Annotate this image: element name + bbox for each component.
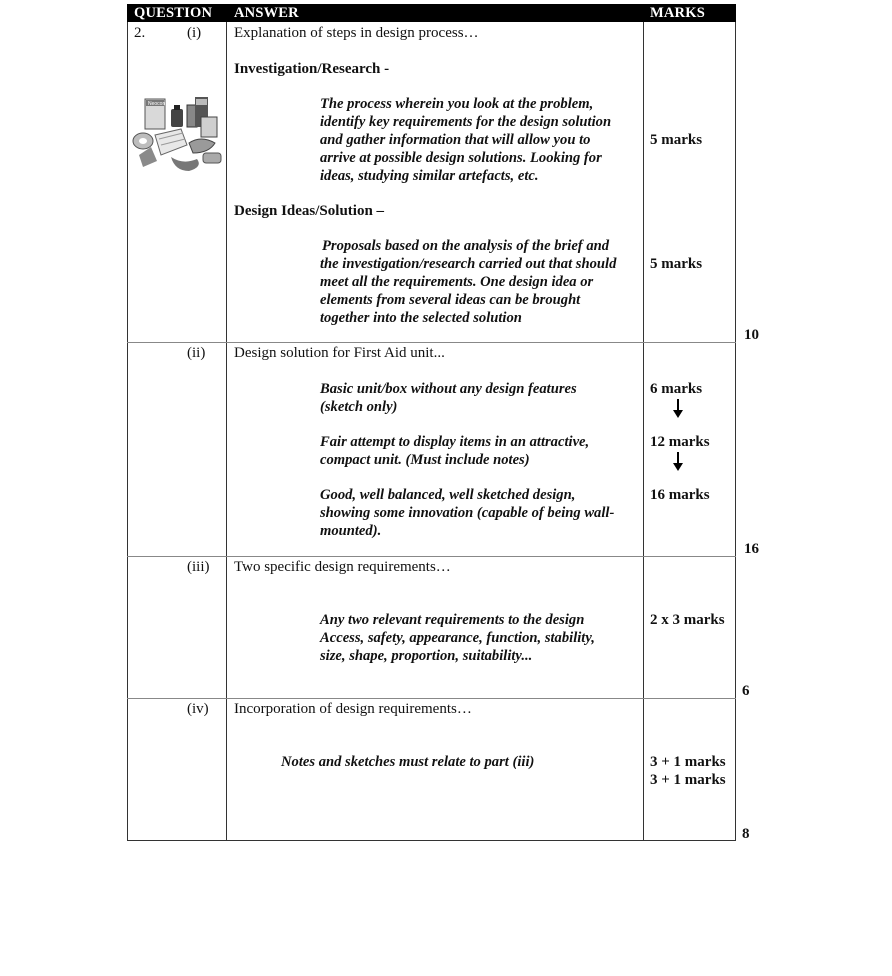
marks-good: 16 marks bbox=[650, 487, 710, 503]
marks-incorporation-2: 3 + 1 marks bbox=[650, 772, 726, 788]
text-line: Proposals based on the analysis of the brief and bbox=[322, 238, 610, 254]
small-box-icon bbox=[201, 117, 217, 137]
bottle-icon bbox=[171, 109, 183, 127]
header-question: QUESTION bbox=[134, 5, 213, 21]
investigation-text bbox=[320, 95, 611, 185]
text-line: meet all the requirements. One design idea or bbox=[320, 274, 594, 290]
criterion-fair bbox=[320, 433, 589, 469]
text-line: the investigation/research carried out that should bbox=[320, 256, 617, 272]
design-ideas-text bbox=[320, 237, 616, 327]
part-i-intro: Explanation of steps in design process… bbox=[234, 25, 479, 41]
text-line: elements from several ideas can be brought bbox=[320, 292, 581, 308]
marks-incorporation-1: 3 + 1 marks bbox=[650, 754, 726, 770]
row-divider bbox=[127, 698, 736, 699]
table-header bbox=[127, 4, 736, 22]
header-answer: ANSWER bbox=[234, 5, 299, 21]
column-divider bbox=[643, 22, 644, 841]
marks-basic: 6 marks bbox=[650, 381, 703, 397]
criterion-basic bbox=[320, 380, 577, 416]
part-iv-intro: Incorporation of design requirements… bbox=[234, 701, 472, 717]
bandage-roll-core bbox=[139, 138, 147, 144]
tape-icon bbox=[203, 153, 221, 163]
part-label-iii: (iii) bbox=[187, 559, 210, 575]
text-line: Access, safety, appearance, function, stability, bbox=[320, 630, 595, 646]
text-line: Basic unit/box without any design features bbox=[320, 381, 577, 397]
glove-icon bbox=[189, 139, 215, 153]
row-divider bbox=[127, 556, 736, 557]
marks-requirements: 2 x 3 marks bbox=[650, 612, 725, 628]
part-iii-intro: Two specific design requirements… bbox=[234, 559, 451, 575]
text-line: and gather information that will allow you to bbox=[320, 132, 591, 148]
text-line: mounted). bbox=[320, 523, 382, 539]
marks-design-ideas: 5 marks bbox=[650, 256, 703, 272]
scissors-icon bbox=[139, 147, 157, 167]
text-line: size, shape, proportion, suitability... bbox=[320, 648, 533, 664]
tall-bottle-label bbox=[196, 99, 207, 105]
text-line: The process wherein you look at the problem, bbox=[320, 96, 594, 112]
investigation-heading: Investigation/Research - bbox=[234, 61, 390, 77]
marks-investigation: 5 marks bbox=[650, 132, 703, 148]
column-divider bbox=[226, 22, 227, 841]
arrowhead-icon bbox=[673, 410, 683, 418]
total-part-i: 10 bbox=[744, 327, 759, 343]
part-label-iv: (iv) bbox=[187, 701, 209, 717]
part-label-ii: (ii) bbox=[187, 345, 206, 361]
first-aid-items-image bbox=[131, 95, 225, 173]
question-number: 2. bbox=[134, 25, 146, 41]
arrowhead-icon bbox=[673, 463, 683, 471]
text-line: identify key requirements for the design solution bbox=[320, 114, 612, 130]
text-line: (sketch only) bbox=[320, 399, 398, 415]
requirements-text bbox=[320, 611, 595, 665]
total-part-iii: 6 bbox=[742, 683, 750, 699]
marks-fair: 12 marks bbox=[650, 434, 710, 450]
notes-sketches-text: Notes and sketches must relate to part (iii) bbox=[281, 754, 535, 770]
product-label: Neocon bbox=[148, 101, 166, 107]
part-ii-intro: Design solution for First Aid unit... bbox=[234, 345, 445, 361]
total-part-ii: 16 bbox=[744, 541, 759, 557]
bottle-cap bbox=[174, 105, 180, 110]
pouch-icon bbox=[171, 157, 199, 171]
text-line: arrive at possible design solutions. Looking for bbox=[320, 150, 602, 166]
total-part-iv: 8 bbox=[742, 826, 750, 842]
part-label-i: (i) bbox=[187, 25, 202, 41]
text-line: Any two relevant requirements to the design bbox=[320, 612, 585, 628]
criterion-good bbox=[320, 486, 614, 540]
text-line: Good, well balanced, well sketched design, bbox=[320, 487, 576, 503]
row-divider bbox=[127, 342, 736, 343]
text-line: Fair attempt to display items in an attractive, bbox=[320, 434, 590, 450]
text-line: ideas, studying similar artefacts, etc. bbox=[320, 168, 539, 184]
header-marks: MARKS bbox=[650, 5, 705, 21]
text-line: compact unit. (Must include notes) bbox=[320, 452, 530, 468]
design-ideas-heading: Design Ideas/Solution – bbox=[234, 203, 385, 219]
text-line: together into the selected solution bbox=[320, 310, 522, 326]
text-line: showing some innovation (capable of being wall- bbox=[320, 505, 615, 521]
